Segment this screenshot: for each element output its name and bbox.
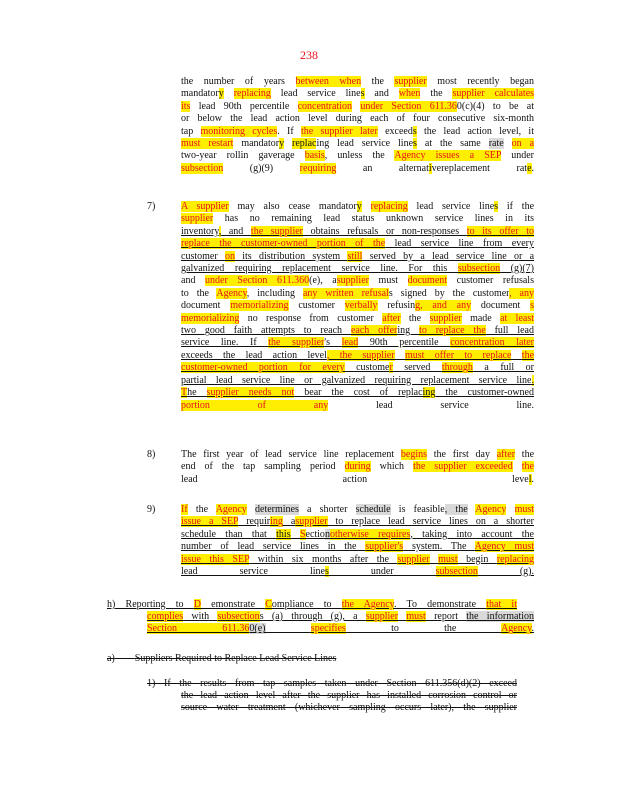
item-7-line-3: inventory, and the supplier obtains refusals or non-responses to its offer to (181, 225, 534, 237)
continuation-line-4: or below the lead action level during each of four consecutive six-month (181, 113, 534, 125)
item-8-line-1: The first year of lead service line replacement begins the first day after the (181, 449, 535, 460)
struck-line-3: source water treatment (whichever sampling occurs later), the supplier (181, 702, 517, 714)
item-7-line-14: customer-owned portion for every customer served through a full or (181, 362, 535, 374)
item-7-line-10: memorializing no response from customer after the supplier made at least (181, 312, 535, 324)
item-7-line-16: The supplier needs not bear the cost of replacing the customer-owned (181, 387, 534, 399)
struck-paragraph-continuation (181, 690, 517, 715)
item-7-line-7: and under Section 611.360(e), asupplier must document customer refusals (181, 275, 534, 287)
section-h-line-2: complies with subsections (a) through (g), a supplier must report the information (147, 611, 534, 622)
struck-paragraph (147, 678, 517, 690)
item-7-line-12: service line. If the supplier's lead 90th percentile concentration later (181, 337, 534, 349)
continuation-line-1: the number of years between when the supplier most recently began (181, 76, 534, 87)
section-a-label: a) (107, 653, 115, 664)
continuation-line-3: its lead 90th percentile concentration under Section 611.360(c)(4) to be at (181, 100, 534, 112)
item-7-line-2: supplier has no remaining lead status unknown service lines in its (181, 213, 534, 225)
section-h-continuation (147, 611, 534, 636)
item-7-line-4: replace the customer-owned portion of the lead service line from every (181, 238, 534, 250)
item-8-line-2: end of the tap sampling period during which the supplier exceeded the (181, 461, 534, 473)
item-7-line-15: partial lead service line or galvanized requiring replacement service line. (181, 374, 534, 386)
item-9-line-5: issue this SEP within six months after the supplier must begin replacing (181, 553, 535, 565)
item-9-line-3: schedule than that this Sectionotherwise requires, taking into account the (181, 528, 534, 540)
item-9-line-4: number of lead service lines in the supplier's system. The Agency must (181, 541, 535, 553)
item-9-paragraph (181, 504, 534, 578)
item-7-line-13: exceeds the lead action level, the supplier must offer to replace the (181, 349, 535, 361)
item-7-line-5: customer on its distribution system still served by a lead service line or a (181, 250, 535, 262)
struck-line-2: the lead action level after the supplier has installed corrosion control or (181, 690, 517, 701)
section-a-heading (107, 653, 427, 665)
section-a-heading-line (107, 653, 427, 665)
item-7-line-9: document memorializing customer verbally refusing, and any document s (181, 300, 534, 312)
item-9-line-6: lead service lines under subsection (g). (181, 566, 534, 578)
section-h-line-3: Section 611.360(e) specifies to the Agency. (147, 623, 535, 635)
section-h-line-1: h) Reporting to D emonstrate Compliance to the Agency. To demonstrate that it (107, 599, 517, 610)
item-9-line-2: issue a SEP requiring asupplier to replace lead service lines on a shorter (181, 516, 534, 528)
item-7-line-11: two good faith attempts to reach each offering to replace the full lead (181, 325, 534, 337)
struck-line-1: 1) If the results from tap samples taken under Section 611.356(d)(2) exceed (147, 678, 517, 689)
continuation-line-7: two-year rollin gaverage basis, unless the Agency issues a SEP under (181, 150, 534, 162)
item-8-paragraph (181, 449, 534, 486)
item-8-number: 8) (147, 449, 156, 460)
continuation-paragraph (181, 76, 534, 175)
section-a-title: Suppliers Required to Replace Lead Service Lines (134, 653, 337, 664)
item-7-line-1: A supplier may also cease mandatory replacing lead service lines if the (181, 201, 535, 212)
continuation-line-5: tap monitoring cycles. If the supplier later exceeds the lead action level, it (181, 125, 534, 137)
item-7-line-6: galvanized requiring replacement service line. For this subsection (g)(7) (181, 263, 534, 275)
item-7-number: 7) (147, 201, 156, 212)
continuation-line-6: must restart mandatory replacing lead service lines at the same rate on a (181, 138, 535, 150)
section-h-paragraph (107, 599, 517, 611)
continuation-line-2: mandatory replacing lead service lines and when the supplier calculates (181, 88, 535, 100)
page-number: 238 (300, 48, 318, 62)
item-7-paragraph (181, 201, 534, 412)
continuation-line-8: subsection (g)(9) requiring an alternativereplacement rate. (181, 162, 535, 174)
item-9-number: 9) (147, 504, 156, 515)
item-9-line-1: If the Agency determines a shorter schedule is feasible, the Agency must (181, 504, 535, 515)
item-7-line-17: portion of any lead service line. (181, 399, 535, 411)
item-7-line-8: to the Agency, including any written refusals signed by the customer, any (181, 287, 534, 299)
item-8-line-3: lead action level. (181, 473, 534, 485)
